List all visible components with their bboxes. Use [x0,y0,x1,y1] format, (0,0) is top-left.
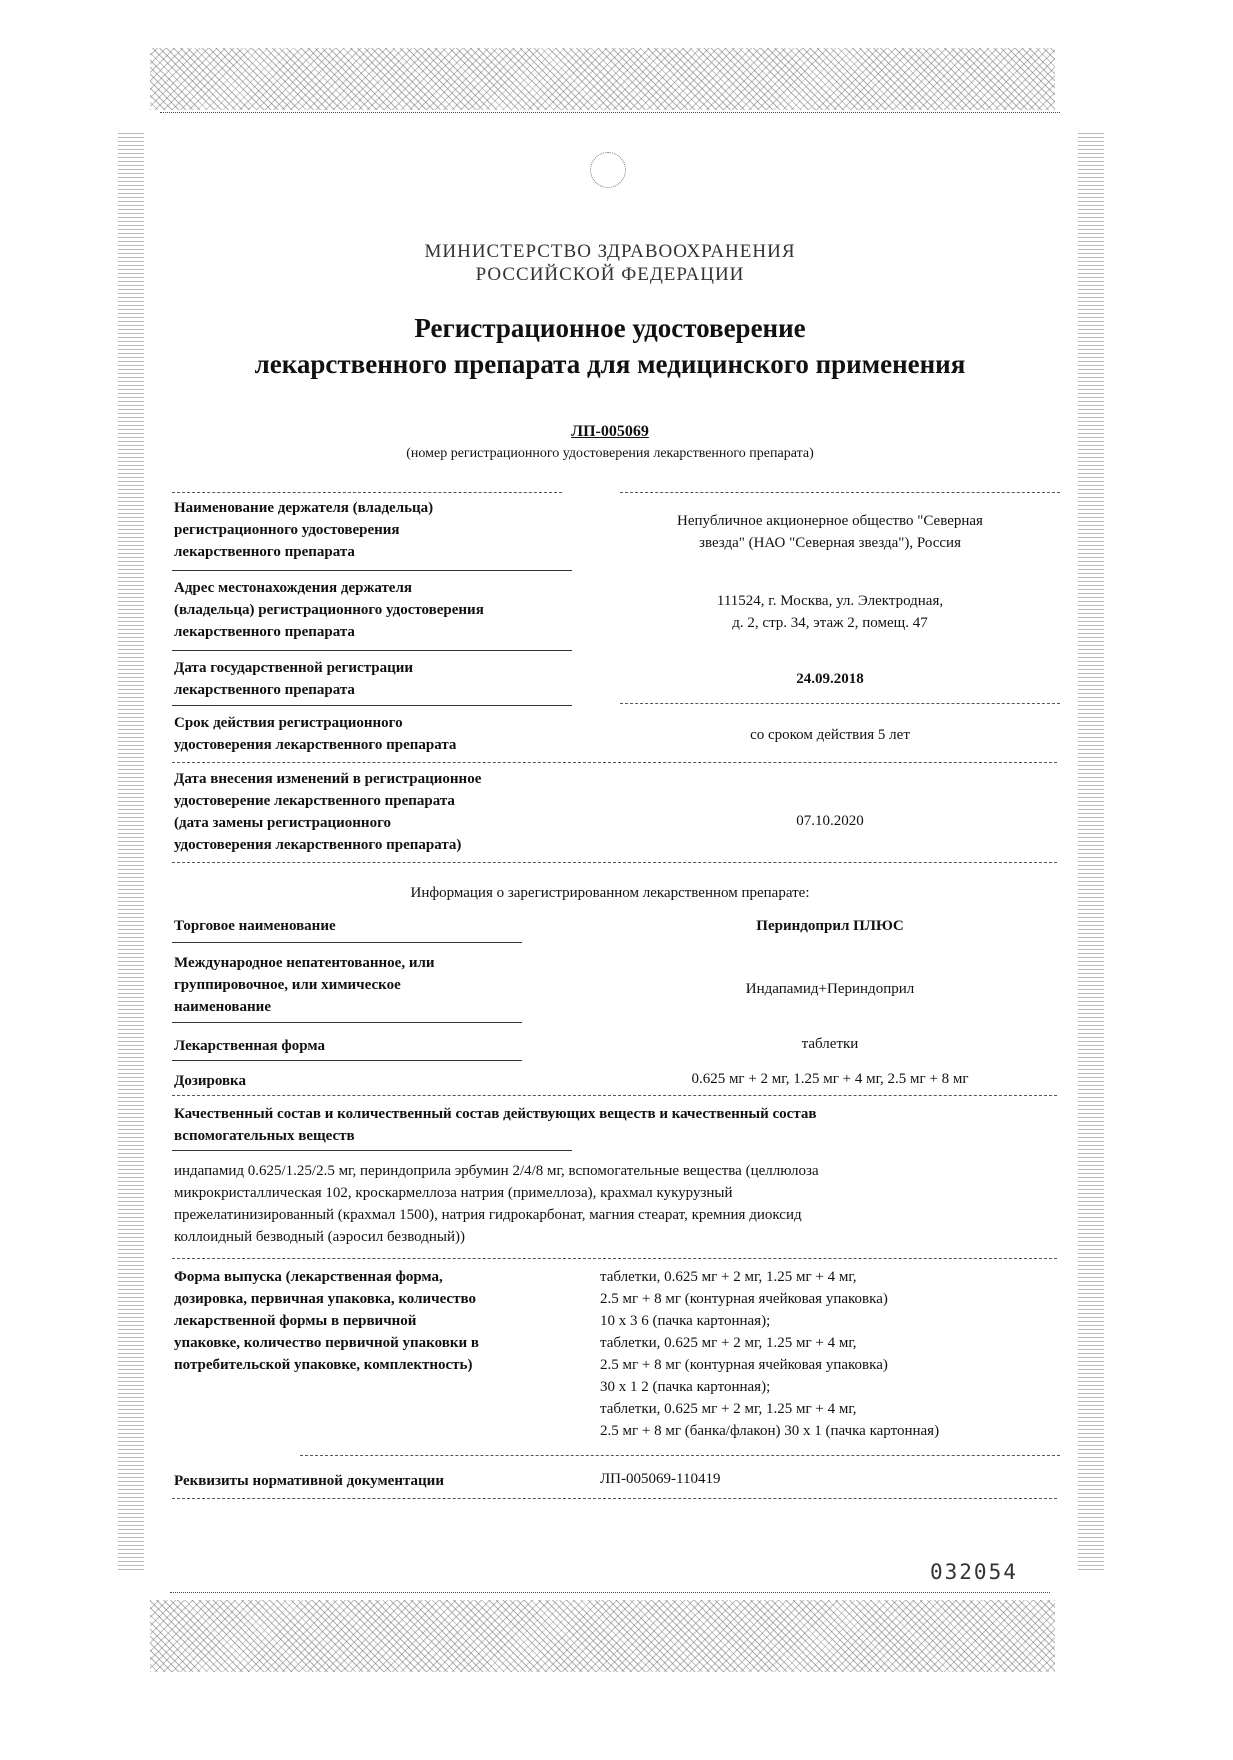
divider [172,570,572,571]
address-label: Адрес местонахождения держателя (владельца) регистрационного удостоверения лекарственного препарата [174,580,484,640]
divider [172,1022,522,1023]
dosage-label: Дозировка [174,1073,246,1089]
trade-name-value: Периндоприл ПЛЮС [756,918,904,934]
divider [172,1498,1057,1499]
composition-text: индапамид 0.625/1.25/2.5 мг, периндоприла эрбумин 2/4/8 мг, вспомогательные вещества (целлюлоза микрокристаллическая 102, кроскармеллоза натрия (примеллоза), крахмал кукурузный прежелатинизированный (крахмал 1500), натрия гидрокарбонат, магния стеарат, кремния диоксид коллоидный безводный (аэросил безводный)) [174,1163,819,1245]
divider [172,650,572,651]
guilloche-border-right [1078,130,1104,1570]
divider [620,492,1060,493]
validity-value: со сроком действия 5 лет [750,727,910,743]
registration-date-label: Дата государственной регистрации лекарственного препарата [174,660,414,698]
divider [300,1455,1060,1456]
holder-label: Наименование держателя (владельца) регистрационного удостоверения лекарственного препарата [174,500,434,560]
divider [172,942,522,943]
validity-label: Срок действия регистрационного удостоверения лекарственного препарата [174,715,457,753]
dosage-form-value: таблетки [801,1036,859,1052]
divider [172,762,1057,763]
divider [172,1095,1057,1096]
certificate-title-line-2: лекарственного препарата для медицинского применения [254,349,966,379]
divider [620,703,1060,704]
guilloche-border-left [118,130,144,1570]
serial-number: 032054 [930,1560,1018,1584]
ministry-line-2: РОССИЙСКОЙ ФЕДЕРАЦИИ [475,264,745,285]
registration-number-caption: (номер регистрационного удостоверения лекарственного препарата) [406,446,814,461]
inn-value: Индапамид+Периндоприл [745,981,915,997]
registration-number: ЛП-005069 [571,423,649,440]
changes-label: Дата внесения изменений в регистрационное удостоверение лекарственного препарата (дата замены регистрационного удостоверения лекарственного препарата) [174,771,482,853]
divider [172,705,572,706]
frame-line-bottom [170,1592,1050,1593]
divider [172,1060,522,1061]
dosage-value: 0.625 мг + 2 мг, 1.25 мг + 4 мг, 2.5 мг + 8 мг [691,1071,969,1087]
frame-line-top [160,112,1060,113]
guilloche-border-top [150,48,1055,110]
certificate-title [150,310,1070,382]
release-form-value: таблетки, 0.625 мг + 2 мг, 1.25 мг + 4 мг, 2.5 мг + 8 мг (контурная ячейковая упаковка) 10 х 3 6 (пачка картонная); таблетки, 0.625 мг + 2 мг, 1.25 мг + 4 мг, 2.5 мг + 8 мг (контурная ячейковая упаковка) 30 х 1 2 (пачка картонная); таблетки, 0.625 мг + 2 мг, 1.25 мг + 4 мг, 2.5 мг + 8 мг (банка/флакон) 30 х 1 (пачка картонная) [600,1269,940,1439]
changes-value: 07.10.2020 [796,813,864,829]
guilloche-border-bottom [150,1600,1055,1672]
divider [172,492,562,493]
holder-value: Непубличное акционерное общество "Северная звезда" (НАО "Северная звезда"), Россия [677,513,983,551]
normative-doc-value: ЛП-005069-110419 [600,1471,721,1487]
normative-doc-label: Реквизиты нормативной документации [174,1473,444,1489]
address-value: 111524, г. Москва, ул. Электродная, д. 2, стр. 34, этаж 2, помещ. 47 [716,593,944,631]
divider [172,1150,572,1151]
registration-date-value: 24.09.2018 [796,671,864,687]
divider [172,1258,1057,1259]
composition-heading: Качественный состав и количественный состав действующих веществ и качественный состав вспомогательных веществ [174,1106,817,1144]
divider [172,862,1057,863]
trade-name-label: Торговое наименование [174,918,336,934]
release-form-label: Форма выпуска (лекарственная форма, дозировка, первичная упаковка, количество лекарственной формы в первичной упаковке, количество первичной упаковки в потребительской упаковке, комплектность) [174,1269,479,1373]
ministry-heading [150,240,1070,286]
inn-label: Международное непатентованное, или группировочное, или химическое наименование [174,955,435,1015]
emblem-icon [590,152,626,188]
dosage-form-label: Лекарственная форма [174,1038,326,1054]
info-heading: Информация о зарегистрированном лекарственном препарате: [410,885,810,901]
ministry-line-1: МИНИСТЕРСТВО ЗДРАВООХРАНЕНИЯ [424,241,796,262]
certificate-title-line-1: Регистрационное удостоверение [414,313,806,343]
